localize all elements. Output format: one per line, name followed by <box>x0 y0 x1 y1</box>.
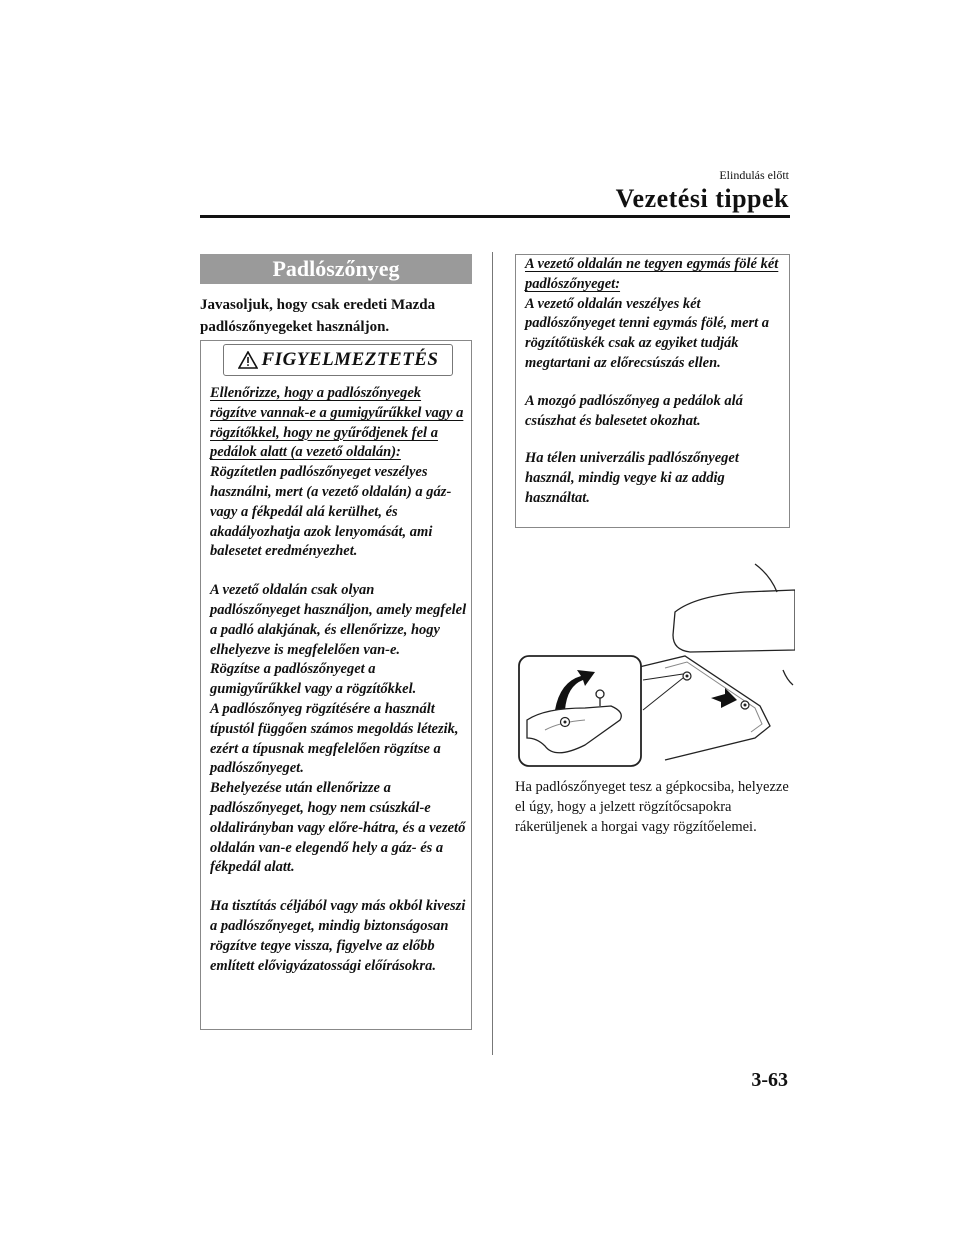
warning-continuation-box <box>515 254 790 528</box>
continuation-body <box>525 255 785 509</box>
continuation-paragraph-2: A mozgó padlószőnyeg a pedálok alá csúszhat és balesetet okozhat. <box>525 392 743 429</box>
chapter-label: Elindulás előtt <box>719 168 789 182</box>
warning-paragraph-5: Behelyezése után ellenőrizze a padlószőnyeget, hogy nem csúszkál-e oldalirányban vagy előre-hátra, és a vezető oldalán van-e elegendő hely a gáz- és a fékpedál alatt. <box>210 780 466 876</box>
section-header-title: Vezetési tippek <box>615 184 789 213</box>
section-title-bar <box>200 254 472 284</box>
header-divider <box>200 215 790 218</box>
continuation-paragraph-1: A vezető oldalán veszélyes két padlószőnyeget tenni egymás fölé, mert a rögzítőtüskék csak az egyiket tudják megtartani az előrecsúszás ellen. <box>525 295 770 371</box>
warning-heading: Ellenőrizze, hogy a padlószőnyegek rögzítve vannak-e a gumigyűrűkkel vagy a rögzítőkkel, hogy ne gyűrődjenek fel a pedálok alatt (a vezető oldalán): <box>210 385 464 461</box>
warning-paragraph-4: A padlószőnyeg rögzítésére a használt típustól függően számos megoldás létezik, ezért a típusnak megfelelően rögzítse a padlószőnyeget. <box>210 700 459 777</box>
warning-triangle-icon <box>238 351 258 369</box>
section-title: Padlószőnyeg <box>272 256 400 281</box>
warning-paragraph-2: A vezető oldalán csak olyan padlószőnyeget használjon, amely megfelel a padló alakjának, és ellenőrizze, hogy elhelyezve is megfelelően van-e. <box>210 582 467 658</box>
page-number: 3-63 <box>751 1069 788 1091</box>
continuation-paragraph-3: Ha télen univerzális padlószőnyeget használ, mindig vegye ki az addig használtat. <box>525 450 739 506</box>
warning-paragraph-1: Rögzítetlen padlószőnyeget veszélyes használni, mert (a vezető oldalán) a gáz- vagy a fékpedál alá kerülhet, és akadályozhatja azok lenyomását, ami balesetet eredményezhet. <box>210 464 452 560</box>
warning-box <box>200 340 472 1030</box>
continuation-heading: A vezető oldalán ne tegyen egymás fölé két padlószőnyeget: <box>525 256 779 292</box>
warning-title-box <box>223 344 453 376</box>
floor-mat-illustration <box>515 560 795 770</box>
warning-paragraph-3: Rögzítse a padlószőnyeget a gumigyűrűkkel vagy a rögzítőkkel. <box>210 661 417 698</box>
intro-text: Javasoljuk, hogy csak eredeti Mazda padlószőnyegeket használjon. <box>200 297 436 335</box>
column-divider <box>492 252 493 1055</box>
warning-paragraph-6: Ha tisztítás céljából vagy más okból kiveszi a padlószőnyeget, mindig biztonságosan rögzítve tegye vissza, figyelve az előbb említett elővigyázatossági előírásokra. <box>210 898 466 974</box>
warning-title: FIGYELMEZTETÉS <box>261 349 439 370</box>
warning-body <box>210 384 468 976</box>
illustration-caption: Ha padlószőnyeget tesz a gépkocsiba, helyezze el úgy, hogy a jelzett rögzítőcsapokra rákerüljenek a horgai vagy rögzítőelemei. <box>515 779 789 835</box>
